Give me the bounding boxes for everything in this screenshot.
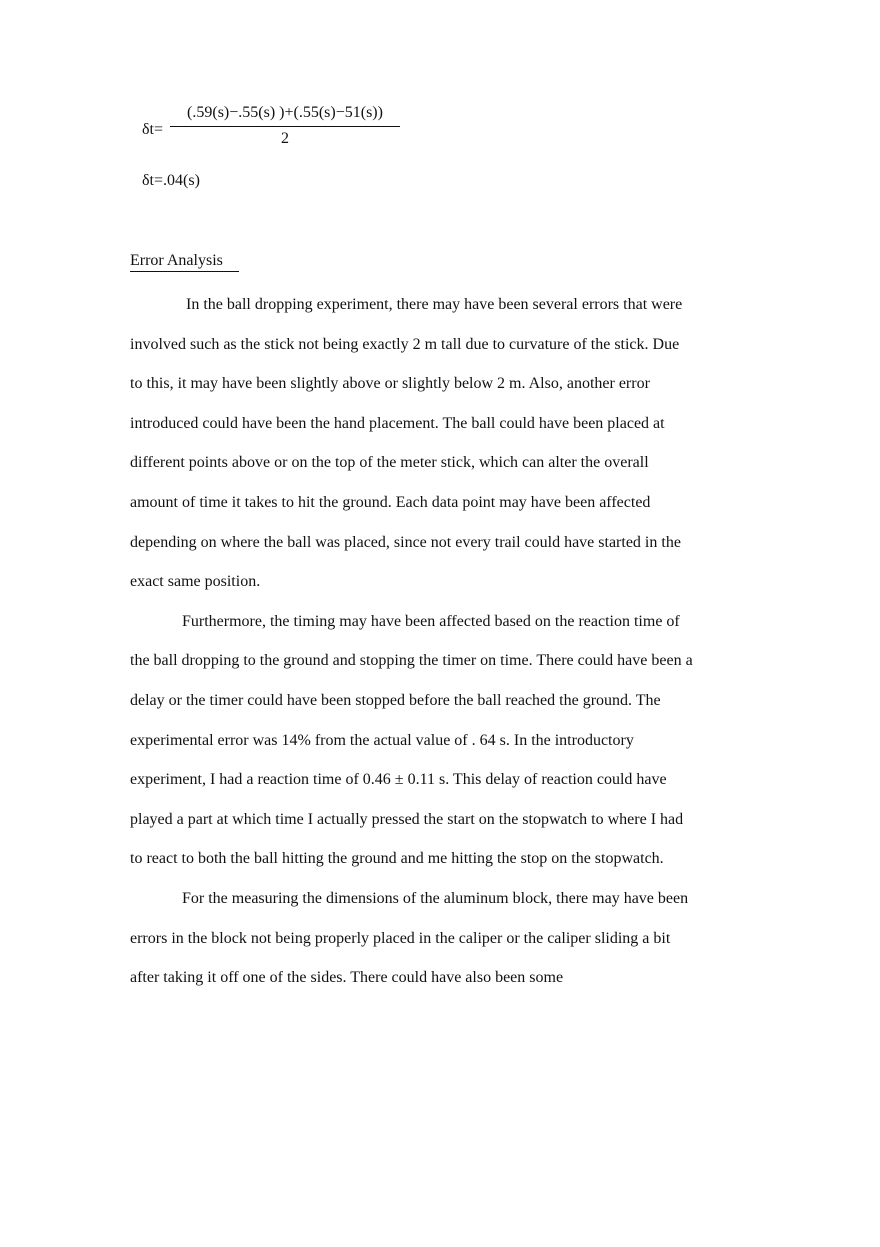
formula-denominator: 2 xyxy=(281,130,289,147)
body-text xyxy=(130,285,695,998)
paragraph: Furthermore, the timing may have been affected based on the reaction time of the ball dropping to the ground and stopping the timer on time. There could have been a delay or the timer could have been stopped before the ball reached the ground. The experimental error was 14% from the actual value of . 64 s. In the introductory experiment, I had a reaction time of 0.46 ± 0.11 s. This delay of reaction could have played a part at which time I actually pressed the start on the stopwatch to where I had to react to both the ball hitting the ground and me hitting the stop on the stopwatch. xyxy=(130,612,693,868)
delta-t-result: δt=.04(s) xyxy=(142,172,200,189)
paragraph: For the measuring the dimensions of the aluminum block, there may have been errors in the block not being properly placed in the caliper or the caliper sliding a bit after taking it off one of the sides. There could have also been some xyxy=(130,889,689,987)
formula-lhs: δt= xyxy=(142,121,164,138)
section-heading: Error Analysis xyxy=(130,251,239,272)
formula-numerator: (.59(s)−.55(s) )+(.55(s)−51(s)) xyxy=(187,104,383,121)
paragraph: In the ball dropping experiment, there may have been several errors that were involved such as the stick not being exactly 2 m tall due to curvature of the stick. Due to this, it may have been slightly above or slightly below 2 m. Also, another error introduced could have been the hand placement. The ball could have been placed at different points above or on the top of the meter stick, which can alter the overall amount of time it takes to hit the ground. Each data point may have been affected depending on where the ball was placed, since not every trail could have started in the exact same position. xyxy=(130,296,683,591)
formula-fraction xyxy=(170,104,400,148)
fraction-bar xyxy=(170,126,400,127)
